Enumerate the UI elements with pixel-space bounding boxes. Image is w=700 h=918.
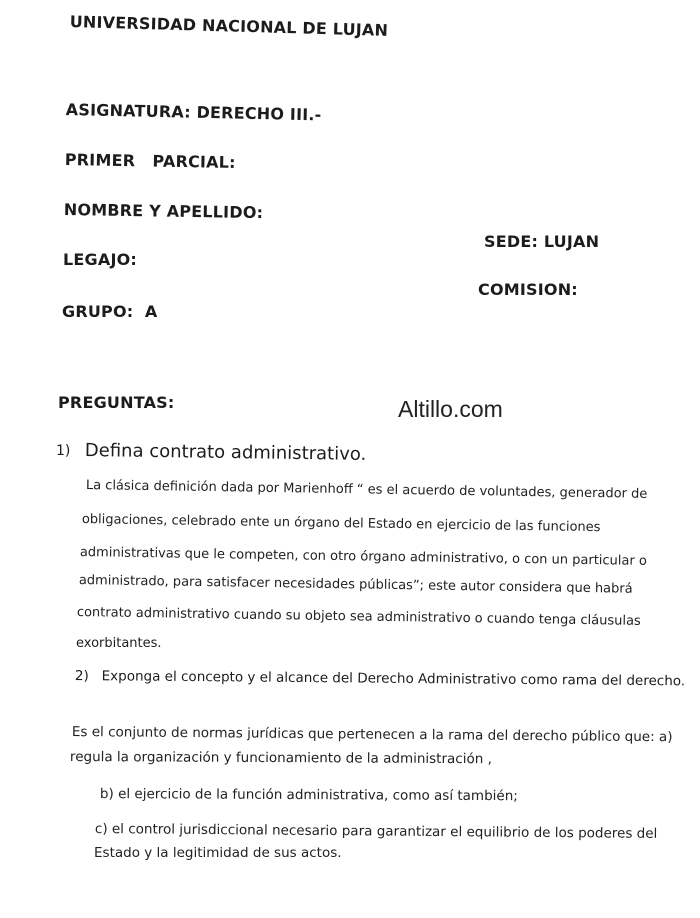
question-2-text <box>75 668 685 689</box>
answer-line: La clásica definición dada por Marienhoff “ es el acuerdo de voluntades, generador de <box>85 478 648 502</box>
answer-line: contrato administrativo cuando su objeto sea administrativo o cuando tenga cláusulas <box>76 605 641 629</box>
university-name: UNIVERSIDAD NACIONAL DE LUJAN <box>69 12 389 40</box>
exam-title: PRIMER PARCIAL: <box>64 150 236 172</box>
answer-line: exorbitantes. <box>76 636 162 651</box>
seat-label: SEDE: LUJAN <box>484 232 600 251</box>
question-1-number: 1) <box>56 443 71 459</box>
question-2-number: 2) <box>74 668 89 685</box>
answer-line: obligaciones, celebrado ente un órgano del Estado en ejercicio de las funciones <box>81 512 601 536</box>
group-label: GRUPO: A <box>62 302 158 321</box>
file-number-label: LEGAJO: <box>63 250 137 269</box>
subject-line: ASIGNATURA: DERECHO III.- <box>65 100 322 125</box>
commission-label: COMISION: <box>478 280 578 299</box>
answer-line: administrado, para satisfacer necesidades públicas”; este autor considera que habrá <box>78 573 633 597</box>
answer-line: regula la organización y funcionamiento de la administración , <box>69 749 492 768</box>
answer-line: Es el conjunto de normas jurídicas que pertenecen a la rama del derecho público que: a) <box>71 724 673 746</box>
answer-line: administrativas que le competen, con otro órgano administrativo, o con un particular o <box>79 545 647 569</box>
answer-line: Estado y la legitimidad de sus actos. <box>94 845 342 861</box>
name-label: NOMBRE Y APELLIDO: <box>63 200 264 223</box>
answer-line: b) el ejercicio de la función administrativa, como así también; <box>99 786 518 805</box>
questions-heading: PREGUNTAS: <box>58 393 175 412</box>
question-1-text: Defina contrato administrativo. <box>84 440 367 465</box>
watermark-text: Altillo.com <box>398 396 503 422</box>
question-2-prompt: Exponga el concepto y el alcance del Derecho Administrativo como rama del derecho. <box>101 668 686 690</box>
answer-line: c) el control jurisdiccional necesario para garantizar el equilibrio de los poderes del <box>94 821 658 842</box>
